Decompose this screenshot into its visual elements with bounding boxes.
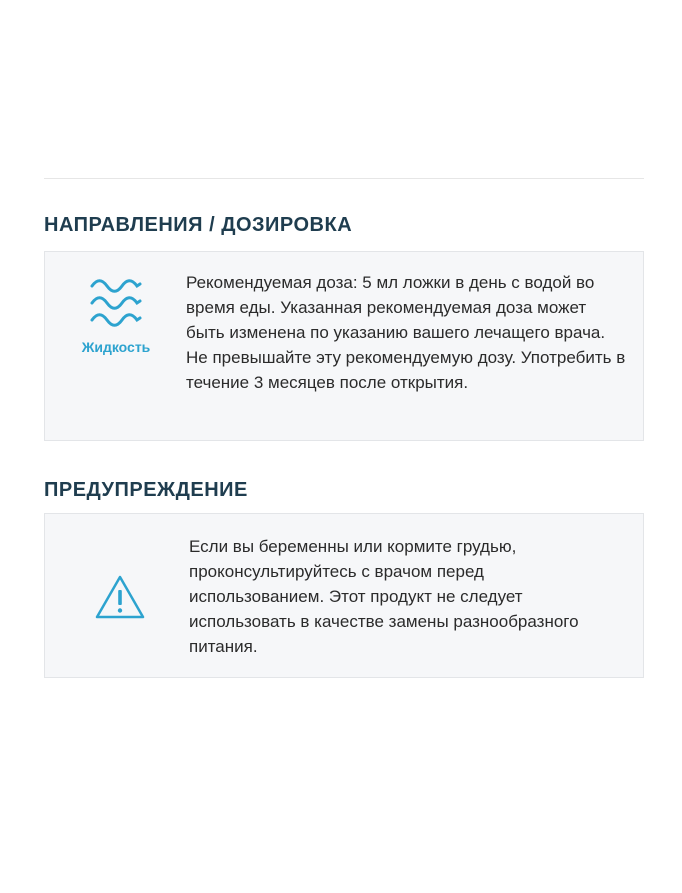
directions-icon-column bbox=[45, 252, 187, 440]
warning-heading: ПРЕДУПРЕЖДЕНИЕ bbox=[44, 479, 248, 501]
directions-heading: НАПРАВЛЕНИЯ / ДОЗИРОВКА bbox=[44, 214, 353, 236]
liquid-caption: Жидкость bbox=[81, 339, 151, 355]
warning-icon-column bbox=[45, 514, 187, 677]
warning-triangle-icon bbox=[94, 574, 146, 620]
liquid-waves-icon bbox=[90, 278, 142, 328]
directions-box bbox=[44, 251, 644, 441]
warning-text: Если вы беременны или кормите грудью, проконсультируйтесь с врачом перед использованием. Этот продукт не следует использовать в качестве замены разнообразного питания. bbox=[189, 537, 579, 656]
top-divider bbox=[44, 178, 644, 179]
directions-text: Рекомендуемая доза: 5 мл ложки в день с водой во время еды. Указанная рекомендуемая доза может быть изменена по указанию вашего лечащего врача. Не превышайте эту рекомендуемую дозу. Употребить в течение 3 месяцев после открытия. bbox=[186, 273, 626, 392]
warning-box bbox=[44, 513, 644, 678]
